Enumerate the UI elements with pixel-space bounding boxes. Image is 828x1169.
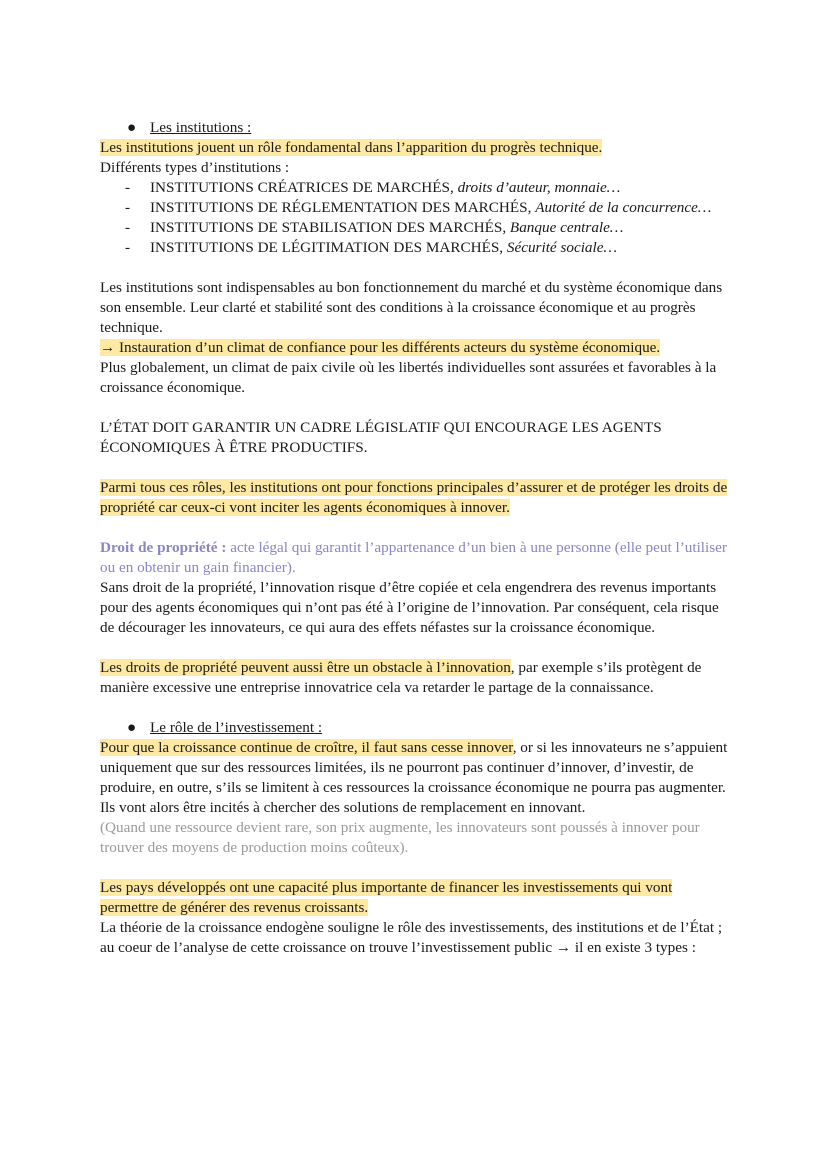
document-page <box>100 118 730 958</box>
caps-statement: L’ÉTAT DOIT GARANTIR UN CADRE LÉGISLATIF QUI ENCOURAGE LES AGENTS ÉCONOMIQUES À ÊTRE PRODUCTIFS. <box>100 419 662 456</box>
grey-note: (Quand une ressource devient rare, son prix augmente, les innovateurs sont poussés à innover pour trouver des moyens de production moins coûteux). <box>100 819 700 856</box>
list-item: - INSTITUTIONS CRÉATRICES DE MARCHÉS, droits d’auteur, monnaie… <box>125 179 621 196</box>
arrow-line: → Instauration d’un climat de confiance pour les différents acteurs du système économique. <box>100 339 661 356</box>
list-item: - INSTITUTIONS DE LÉGITIMATION DES MARCHÉS, Sécurité sociale… <box>125 239 617 256</box>
paragraph: Sans droit de la propriété, l’innovation risque d’être copiée et cela engendrera des revenus importants pour des agents économiques qui n’ont pas été à l’origine de l’innovation. Par conséquent, cela risque de décourager les innovateurs, ce qui aura des effets néfastes sur la croissance économique. <box>100 579 719 636</box>
section-heading-investissement: ● Le rôle de l’investissement : <box>127 719 323 736</box>
roles-paragraph: Parmi tous ces rôles, les institutions ont pour fonctions principales d’assurer et de protéger les droits de propriété car ceux-ci vont inciter les agents économiques à innover. <box>100 479 728 516</box>
definition <box>100 538 730 578</box>
paragraph: Plus globalement, un climat de paix civile où les libertés individuelles sont assurées et favorables à la croissance économique. <box>100 359 717 396</box>
types-label: Différents types d’institutions : <box>100 159 290 176</box>
bullet-icon: ● <box>127 119 137 136</box>
innovate-paragraph: Pour que la croissance continue de croître, il faut sans cesse innover, or si les innovateurs ne s’appuient uniquement que sur des ressources limitées, ils ne pourront pas continuer d’innover, d’investir, de produire, en outre, s’ils se limitent à ces ressources la croissance économique ne pourra pas augmenter. Ils vont alors être incités à chercher des solutions de remplacement en innovant. <box>100 739 728 816</box>
definition-term: Droit de propriété : <box>100 539 227 556</box>
section-heading-institutions: ● Les institutions : <box>127 119 252 136</box>
institution-types-list <box>100 178 730 258</box>
list-item: - INSTITUTIONS DE RÉGLEMENTATION DES MARCHÉS, Autorité de la concurrence… <box>125 199 712 216</box>
bullet-icon: ● <box>127 719 137 736</box>
list-item: - INSTITUTIONS DE STABILISATION DES MARCHÉS, Banque centrale… <box>125 219 624 236</box>
obstacle-paragraph: Les droits de propriété peuvent aussi être un obstacle à l’innovation, par exemple s’ils protègent de manière excessive une entreprise innovatrice cela va retarder le partage de la connaissance. <box>100 659 702 696</box>
paragraph: La théorie de la croissance endogène souligne le rôle des investissements, des institutions et de l’État ; au coeur de l’analyse de cette croissance on trouve l’investissement public → il en existe 3 types : <box>100 919 723 956</box>
intro-line: Les institutions jouent un rôle fondamental dans l’apparition du progrès technique. <box>100 139 603 156</box>
definition-text: acte légal qui garantit l’appartenance d’un bien à une personne (elle peut l’utiliser ou en obtenir un gain financier). <box>100 539 727 576</box>
developed-paragraph: Les pays développés ont une capacité plus importante de financer les investissements qui vont permettre de générer des revenus croissants. <box>100 879 673 916</box>
paragraph: Les institutions sont indispensables au bon fonctionnement du marché et du système économique dans son ensemble. Leur clarté et stabilité sont des conditions à la croissance économique et au progrès technique. <box>100 279 723 336</box>
